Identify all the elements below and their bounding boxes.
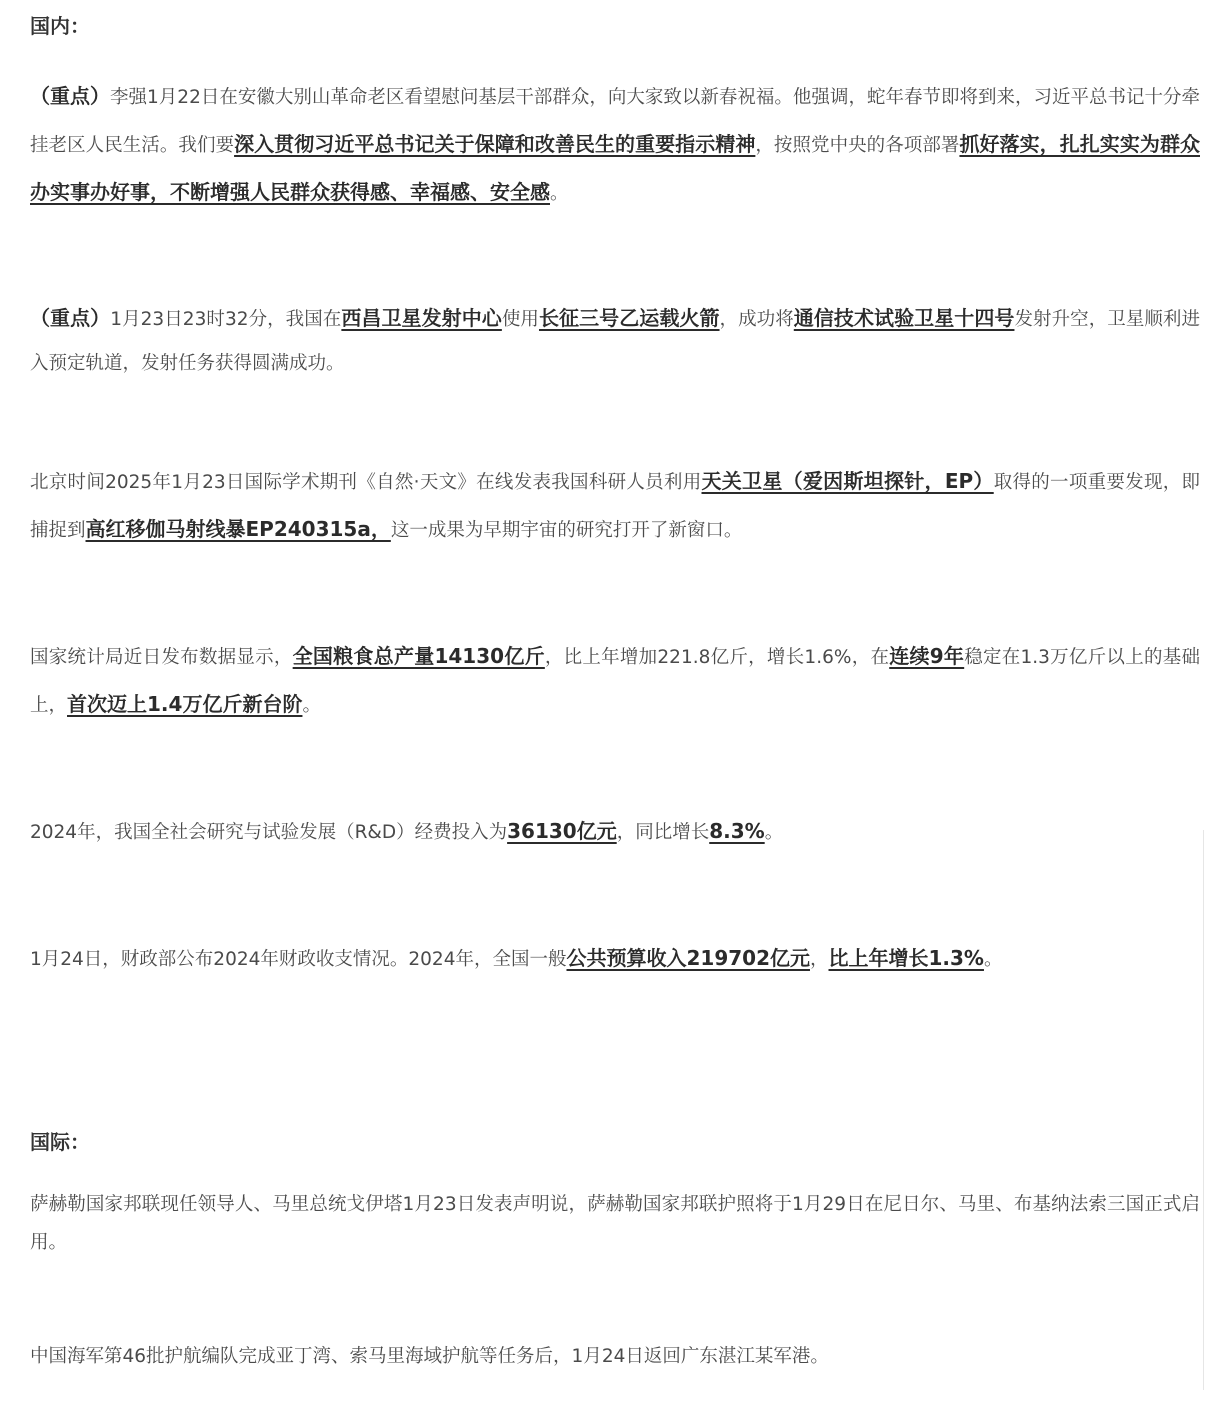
news-text: 2024年，我国全社会研究与试验发展（R&D）经费投入为 [30, 822, 508, 843]
highlight-text: 高红移伽马射线暴EP240315a， [85, 517, 391, 541]
news-text: 。 [764, 822, 784, 843]
key-point-tag: （重点） [30, 306, 111, 330]
news-text: 北京时间2025年1月23日国际学术期刊《自然·天文》在线发表我国科研人员利用 [30, 472, 702, 493]
news-text: 国家统计局近日发布数据显示， [30, 647, 293, 668]
highlight-text: 8.3% [709, 819, 765, 843]
highlight-text: 连续9年 [889, 644, 965, 668]
news-text: 1月24日，财政部公布2024年财政收支情况。2024年，全国一般 [30, 949, 567, 970]
domestic-news-item-1 [30, 73, 1200, 217]
international-news-item-1: 萨赫勒国家邦联现任领导人、马里总统戈伊塔1月23日发表声明说，萨赫勒国家邦联护照将于1月29日在尼日尔、马里、布基纳法索三国正式启用。 [30, 1194, 1200, 1253]
key-point-tag: （重点） [30, 84, 111, 108]
domestic-heading: 国内： [30, 14, 90, 38]
domestic-news-item-5 [30, 808, 1200, 856]
news-text: 。 [302, 695, 321, 716]
domestic-news-item-2 [30, 296, 1200, 386]
news-text: 1月23日23时32分，我国在 [110, 309, 342, 330]
highlight-text: 天关卫星（爱因斯坦探针，EP） [701, 469, 994, 493]
highlight-text: 长征三号乙运载火箭 [538, 306, 720, 330]
domestic-news-item-6 [30, 935, 1200, 983]
highlight-text: 36130亿元 [507, 819, 617, 843]
news-text: 发射升空，卫星顺利进入预定轨道，发射任务获得圆满成功。 [30, 309, 1200, 374]
right-edge-divider [1203, 830, 1204, 1390]
highlight-text: 比上年增长1.3% [828, 946, 984, 970]
highlight-text: 深入贯彻习近平总书记关于保障和改善民生的重要指示精神 [234, 132, 756, 156]
news-text: 取得的一项重要发现，即捕捉到 [30, 472, 1200, 541]
highlight-text: 通信技术试验卫星十四号 [793, 306, 1015, 330]
highlight-text: 西昌卫星发射中心 [341, 306, 502, 330]
news-text: 稳定在1.3万亿斤以上的基础上， [30, 647, 1200, 716]
news-text: 使用 [501, 309, 539, 330]
highlight-text: 抓好落实，扎扎实实为群众办实事办好事，不断增强人民群众获得感、幸福感、安全感 [30, 132, 1200, 204]
domestic-news-item-3 [30, 458, 1200, 554]
highlight-text: 公共预算收入219702亿元 [566, 946, 810, 970]
news-text: ，成功将 [719, 309, 794, 330]
international-news-item-2: 中国海军第46批护航编队完成亚丁湾、索马里海域护航等任务后，1月24日返回广东湛江某军港。 [30, 1346, 829, 1367]
news-text: 这一成果为早期宇宙的研究打开了新窗口。 [390, 520, 743, 541]
news-text: ，同比增长 [616, 822, 710, 843]
highlight-text: 首次迈上1.4万亿斤新台阶 [67, 692, 303, 716]
international-heading: 国际： [30, 1130, 90, 1154]
news-text: ，比上年增加221.8亿斤，增长1.6%，在 [544, 647, 890, 668]
news-text: ，按照党中央的各项部署 [755, 135, 960, 156]
news-text: 。 [550, 183, 569, 204]
news-text: 李强1月22日在安徽大别山革命老区看望慰问基层干部群众，向大家致以新春祝福。他强调，蛇年春节即将到来，习近平总书记十分牵挂老区人民生活。我们要 [30, 87, 1200, 156]
news-text: ， [809, 949, 829, 970]
news-text: 。 [983, 949, 1003, 970]
highlight-text: 全国粮食总产量14130亿斤 [292, 644, 545, 668]
domestic-news-item-4 [30, 633, 1200, 729]
